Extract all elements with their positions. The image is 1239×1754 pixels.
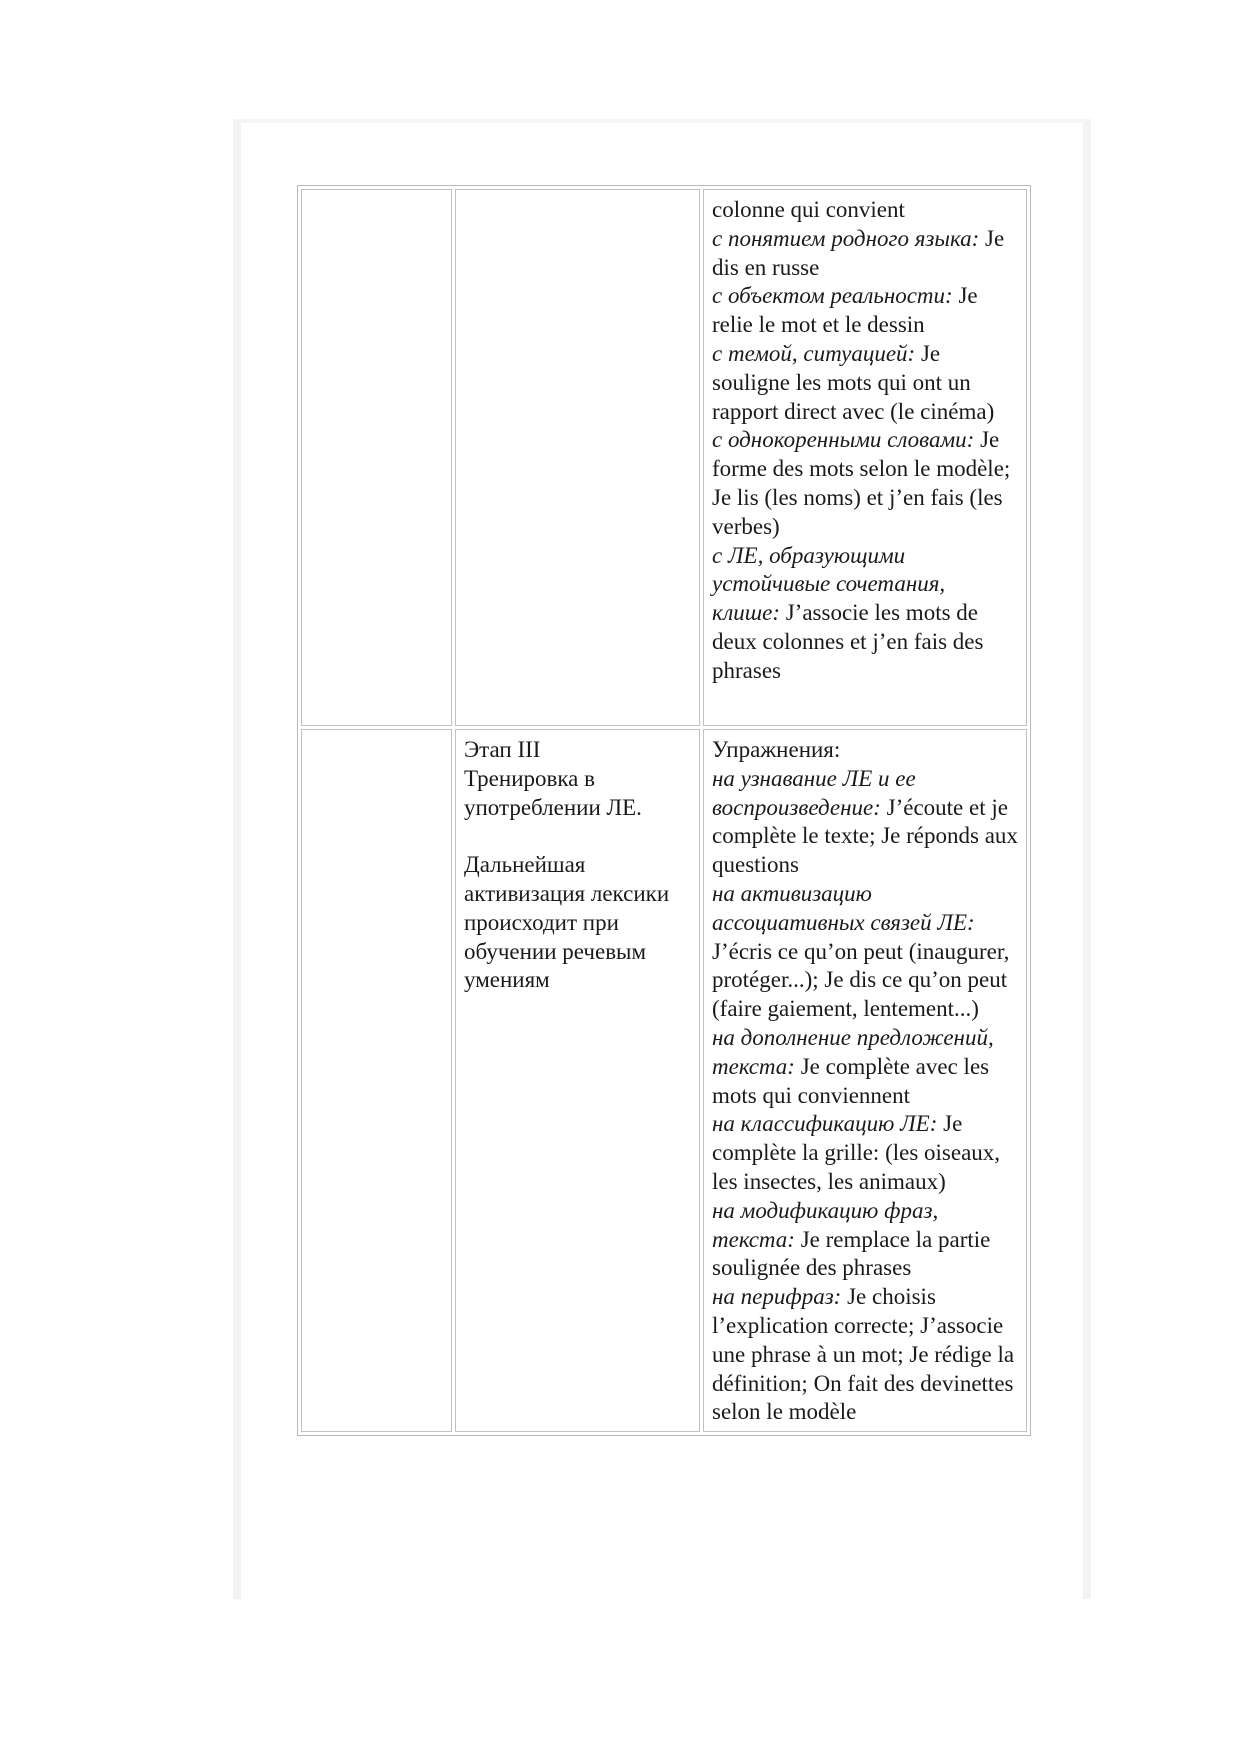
item-text: Je forme des mots selon le modèle; Je lis (les noms) et j’en fais (les verbes) (712, 427, 1011, 539)
item-text: J’écoute et je complète le texte; Je réponds aux questions (712, 794, 1018, 878)
stage-title: Тренировка в употреблении ЛЕ. (464, 765, 642, 820)
item-label: с однокоренными словами: (712, 427, 975, 453)
list-item (712, 1283, 1018, 1427)
list-item (712, 1110, 1018, 1196)
item-text: Je complète avec les mots qui conviennent (712, 1053, 990, 1108)
item-label: на дополнение предложений, текста: (712, 1024, 994, 1079)
table-row (301, 729, 1027, 1432)
item-label: с ЛЕ, образующими устойчивые сочетания, клише: (712, 542, 946, 626)
item-label: на активизацию ассоциативных связей ЛЕ: (712, 880, 975, 935)
item-label: на классификацию ЛЕ: (712, 1111, 938, 1137)
item-text: Je souligne les mots qui ont un rapport direct avec (le cinéma) (712, 340, 995, 424)
list-item (712, 426, 1018, 541)
row2-col1-cell (301, 729, 452, 1432)
table-row (301, 189, 1027, 726)
row2-col2-cell (455, 729, 700, 1432)
list-item (712, 542, 1018, 686)
spacer (464, 822, 691, 851)
list-item (712, 765, 1018, 880)
row2-col3-cell (703, 729, 1027, 1432)
lesson-table (297, 185, 1031, 1436)
list-item (712, 340, 1018, 426)
list-item (712, 880, 1018, 1024)
row1-lead: colonne qui convient (712, 197, 905, 222)
item-text: J’écris ce qu’on peut (inaugurer, protéger...); Je dis ce qu’on peut (faire gaiement, lentement...) (712, 938, 1010, 1022)
list-item (712, 282, 1018, 340)
stage-number: Этап III (464, 737, 541, 762)
stage-note: Дальнейшая активизация лексики происходит при обучении речевым умениям (464, 852, 670, 993)
item-label: на перифраз: (712, 1284, 842, 1310)
row1-col2-cell (455, 189, 700, 726)
row1-col3-cell (703, 189, 1027, 726)
row2-lead: Упражнения: (712, 737, 841, 762)
list-item (712, 1024, 1018, 1110)
row1-col1-cell (301, 189, 452, 726)
item-label: с темой, ситуацией: (712, 340, 916, 366)
item-text: Je remplace la partie soulignée des phrases (712, 1226, 991, 1281)
item-label: на модификацию фраз, текста: (712, 1197, 939, 1252)
item-label: с понятием родного языка: (712, 225, 980, 251)
item-label: с объектом реальности: (712, 283, 953, 309)
list-item (712, 225, 1018, 283)
item-text: J’associe les mots de deux colonnes et j’en fais des phrases (712, 600, 984, 683)
item-text: Je choisis l’explication correcte; J’associe une phrase à un mot; Je rédige la définition; On fait des devinettes selon le modèle (712, 1284, 1015, 1425)
item-text: Je dis en russe (712, 225, 1005, 280)
item-text: Je relie le mot et le dessin (712, 283, 978, 338)
item-label: на узнавание ЛЕ и ее воспроизведение: (712, 765, 916, 820)
item-text: Je complète la grille: (les oiseaux, les insectes, les animaux) (712, 1111, 1001, 1194)
list-item (712, 1197, 1018, 1283)
